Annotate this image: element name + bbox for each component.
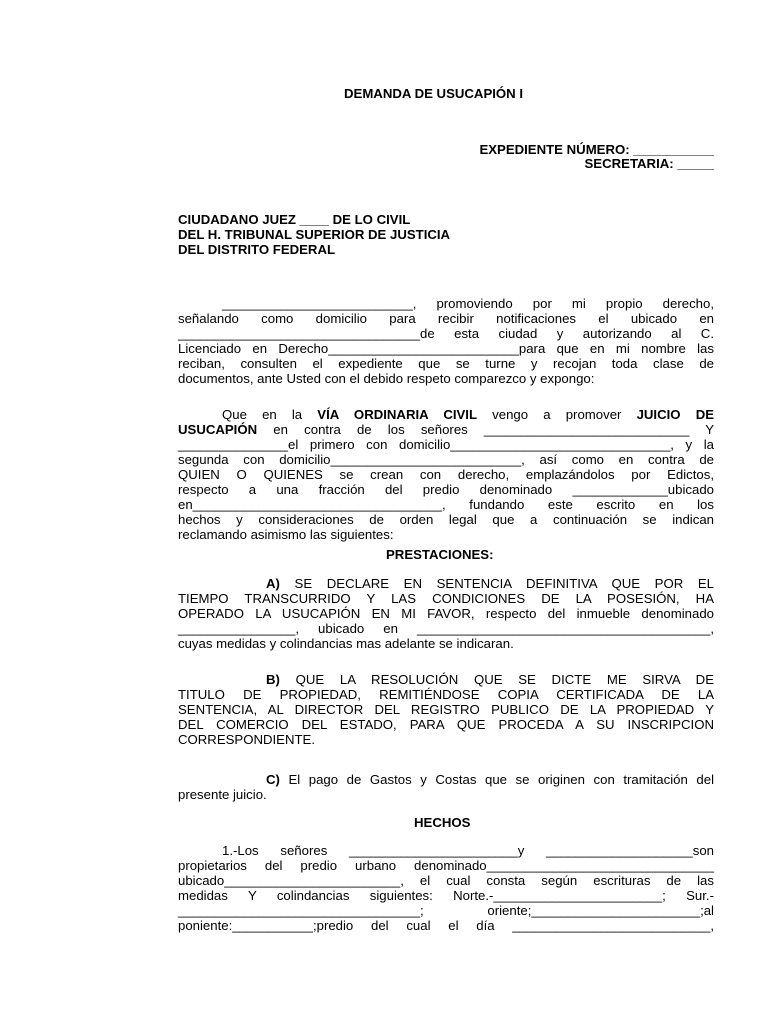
expediente-line: EXPEDIENTE NÚMERO: ___________: [479, 142, 714, 157]
address-line: DEL H. TRIBUNAL SUPERIOR DE JUSTICIA: [178, 227, 451, 242]
address-block: [178, 212, 450, 257]
hechos-line: ubicado________________________, el cual consta según escrituras de las: [178, 873, 714, 888]
address-line: DEL DISTRITO FEDERAL: [178, 242, 336, 257]
via-line: en__________________________________, fundando este escrito en los: [178, 497, 714, 512]
prestacion-b-line: B) QUE LA RESOLUCIÓN QUE SE DICTE ME SIRVA DE: [266, 672, 714, 687]
document-title: DEMANDA DE USUCAPIÓN I: [344, 86, 524, 101]
prestacion-c-line: presente juicio.: [178, 787, 267, 802]
prestacion-a-line: ________________, ubicado en ________________________________________,: [178, 621, 714, 636]
secretaria-line: SECRETARIA: _____: [584, 156, 714, 171]
via-line: segunda con domicilio__________________________, así como en contra de: [178, 452, 714, 467]
intro-line: reciban, consulten el expediente que se turne y recojan toda clase de: [178, 356, 714, 371]
via-line: USUCAPIÓN en contra de los señores ____________________________ Y: [178, 422, 714, 437]
prestacion-a: [178, 576, 714, 651]
intro-paragraph: [178, 296, 714, 386]
intro-line: documentos, ante Usted con el debido respeto comparezco y expongo:: [178, 371, 595, 386]
prestacion-a-line: cuyas medidas y colindancias mas adelante se indicaran.: [178, 636, 514, 651]
via-line: hechos y consideraciones de orden legal que a continuación se indican: [178, 512, 714, 527]
prestacion-b-line: CORRESPONDIENTE.: [178, 732, 316, 747]
prestacion-c-line: C) El pago de Gastos y Costas que se originen con tramitación del: [266, 772, 714, 787]
via-line: reclamando asimismo las siguientes:: [178, 527, 394, 542]
prestacion-b-line: DEL COMERCIO DEL ESTADO, PARA QUE PROCEDA A SU INSCRIPCION: [178, 717, 714, 732]
hechos-heading: HECHOS: [414, 815, 471, 830]
prestacion-a-line: TIEMPO TRANSCURRIDO Y LAS CONDICIONES DE LA POSESIÓN, HA: [178, 591, 714, 606]
prestaciones-heading: PRESTACIONES:: [386, 547, 494, 562]
via-line: Que en la VÍA ORDINARIA CIVIL vengo a promover JUICIO DE: [222, 407, 715, 422]
hechos-line: 1.-Los señores _______________________y ____________________son: [222, 843, 714, 858]
prestacion-a-line: A) SE DECLARE EN SENTENCIA DEFINITIVA QUE POR EL: [266, 576, 714, 591]
address-line: CIUDADANO JUEZ ____ DE LO CIVIL: [178, 212, 411, 227]
intro-line: _________________________________de esta ciudad y autorizando al C.: [178, 326, 714, 341]
prestacion-b-line: SENTENCIA, AL DIRECTOR DEL REGISTRO PUBLICO DE LA PROPIEDAD Y: [178, 702, 714, 717]
via-line: QUIEN O QUIENES se crean con derecho, emplazándolos por Edictos,: [178, 467, 714, 482]
intro-line: señalando como domicilio para recibir notificaciones el ubicado en: [178, 311, 714, 326]
via-paragraph: [178, 407, 714, 542]
hechos-line: poniente:___________;predio del cual el día ___________________________,: [178, 918, 714, 933]
prestacion-c: [178, 772, 714, 802]
prestacion-b-line: TITULO DE PROPIEDAD, REMITIÉNDOSE COPIA CERTIFICADA DE LA: [178, 687, 714, 702]
hechos-line: medidas Y colindancias siguientes: Norte.-_______________________; Sur.-: [178, 888, 714, 903]
hechos-line: propietarios del predio urbano denominado_______________________________: [178, 858, 714, 873]
via-line: respecto a una fracción del predio denominado _____________ubicado: [178, 482, 714, 497]
prestacion-b: [178, 672, 714, 747]
hechos-paragraph: [178, 843, 714, 933]
via-line: _______________el primero con domicilio______________________________, y la: [178, 437, 714, 452]
prestacion-a-line: OPERADO LA USUCAPIÓN EN MI FAVOR, respecto del inmueble denominado: [178, 606, 714, 621]
intro-line: __________________________, promoviendo por mi propio derecho,: [222, 296, 714, 311]
hechos-line: _________________________________; oriente;_______________________;al: [178, 903, 714, 918]
intro-line: Licenciado en Derecho__________________________para que en mi nombre las: [178, 341, 714, 356]
